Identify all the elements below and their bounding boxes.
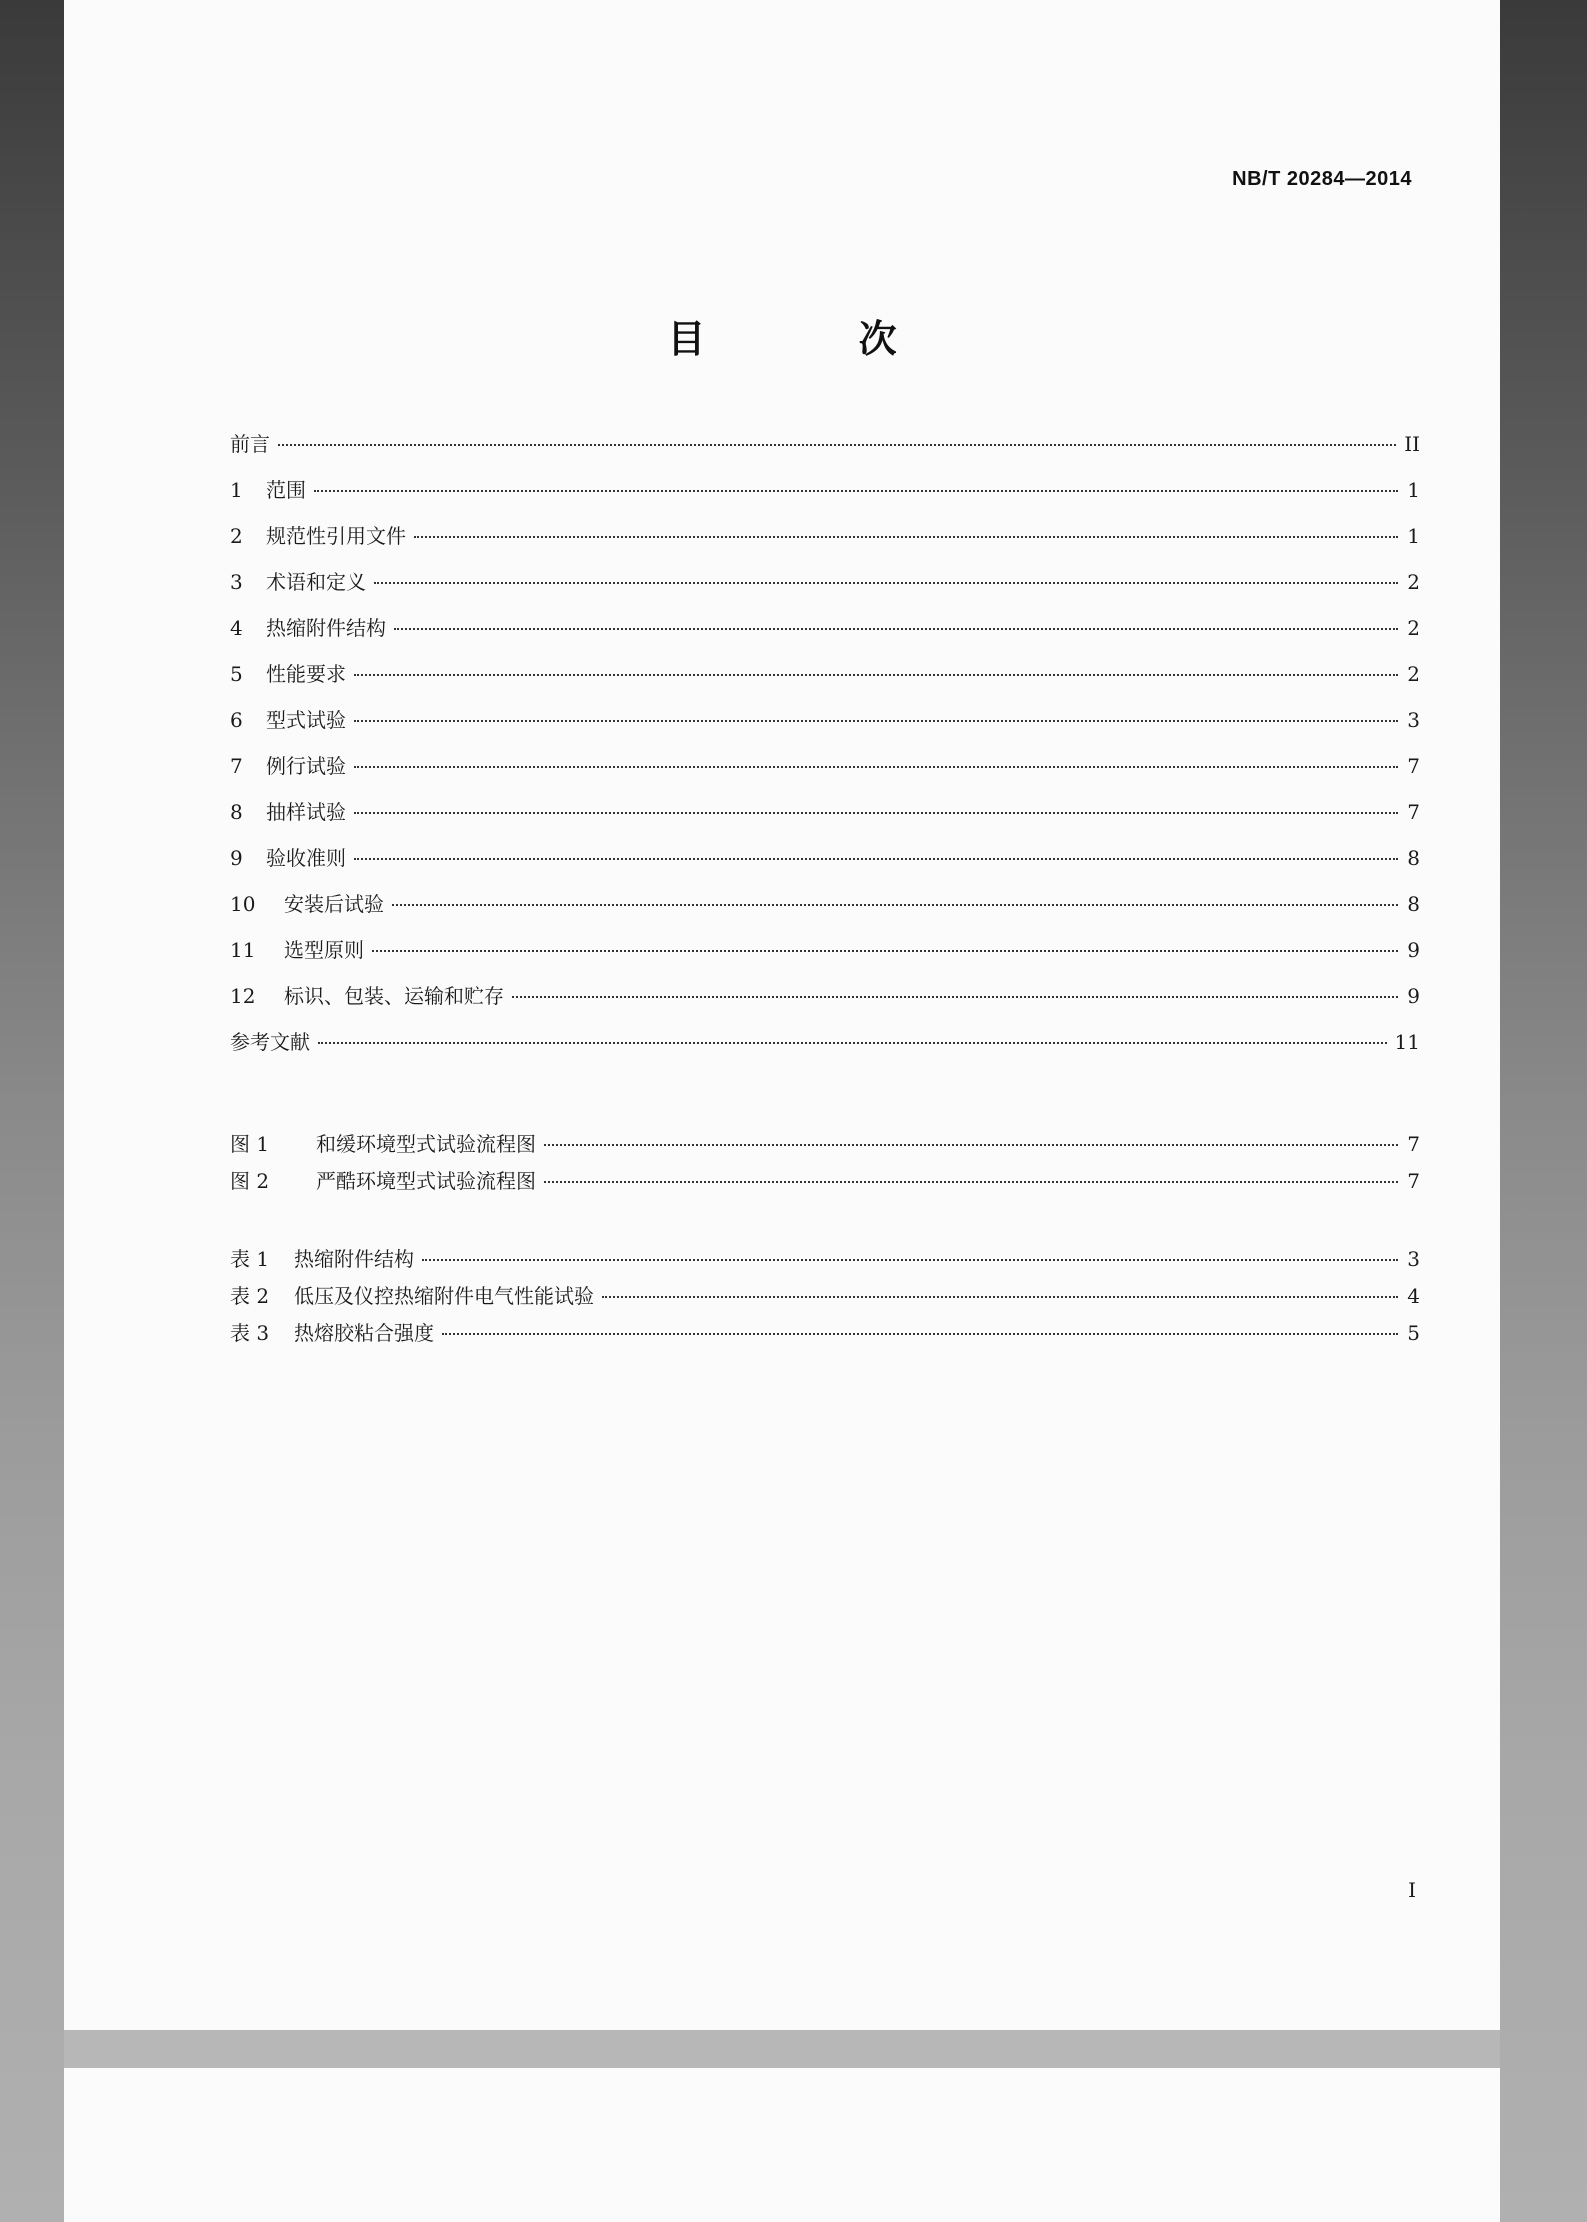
toc-entry-8[interactable]	[230, 796, 1420, 842]
toc-entry-9[interactable]	[230, 842, 1420, 888]
toc-figure-page: 7	[1407, 1132, 1420, 1156]
toc-leader-dots	[544, 1144, 1398, 1146]
toc-entry-number: 5	[230, 662, 243, 686]
page-number: I	[1408, 1878, 1416, 1902]
toc-leader-dots	[374, 582, 1398, 584]
toc-entry-label: 前言	[230, 432, 270, 456]
toc-entry-page: 8	[1407, 892, 1420, 916]
toc-leader-dots	[414, 536, 1398, 538]
toc-table-number: 表 1	[230, 1247, 270, 1271]
toc-table-label: 热熔胶粘合强度	[294, 1321, 434, 1345]
toc-entry-4[interactable]	[230, 612, 1420, 658]
toc-entry-3[interactable]	[230, 566, 1420, 612]
toc-table-number: 表 2	[230, 1284, 270, 1308]
toc-table-label: 热缩附件结构	[294, 1247, 414, 1271]
toc-entry-label: 术语和定义	[266, 570, 366, 594]
toc-entry-page: 2	[1407, 616, 1420, 640]
toc-entry-page: 9	[1407, 984, 1420, 1008]
toc-leader-dots	[422, 1259, 1398, 1261]
toc-entry-label: 验收准则	[266, 846, 346, 870]
toc-entry-page: 8	[1407, 846, 1420, 870]
toc-figure-number: 图 1	[230, 1132, 270, 1156]
toc-entry-page: II	[1404, 432, 1420, 456]
toc-leader-dots	[602, 1296, 1398, 1298]
toc-entry-number: 3	[230, 570, 243, 594]
toc-entry-number: 11	[230, 938, 256, 962]
toc-table-label: 低压及仪控热缩附件电气性能试验	[294, 1284, 594, 1308]
toc-figure-label: 和缓环境型式试验流程图	[316, 1132, 536, 1156]
toc-table-3[interactable]	[230, 1317, 1420, 1354]
standard-number: NB/T 20284—2014	[1232, 168, 1412, 190]
toc-entry-page: 2	[1407, 662, 1420, 686]
toc-figure-1[interactable]	[230, 1128, 1420, 1165]
toc-leader-dots	[544, 1181, 1398, 1183]
toc-figure-page: 7	[1407, 1169, 1420, 1193]
toc-entry-page: 2	[1407, 570, 1420, 594]
toc-entry-2[interactable]	[230, 520, 1420, 566]
toc-entry-label: 例行试验	[266, 754, 346, 778]
toc-entry-label: 标识、包装、运输和贮存	[284, 984, 504, 1008]
toc-table-2[interactable]	[230, 1280, 1420, 1317]
toc-leader-dots	[354, 674, 1398, 676]
toc-table-page: 4	[1407, 1284, 1420, 1308]
next-page-top	[64, 2068, 1500, 2222]
toc-entry-label: 热缩附件结构	[266, 616, 386, 640]
document-page	[64, 0, 1500, 2030]
toc-entry-number: 9	[230, 846, 243, 870]
toc-entry-number: 6	[230, 708, 243, 732]
toc-leader-dots	[354, 812, 1398, 814]
toc-entry-references[interactable]	[230, 1026, 1420, 1072]
toc-main-list	[230, 428, 1420, 1072]
toc-entry-number: 4	[230, 616, 243, 640]
toc-entry-number: 12	[230, 984, 256, 1008]
toc-figures-list	[230, 1128, 1420, 1202]
toc-entry-page: 3	[1407, 708, 1420, 732]
toc-leader-dots	[512, 996, 1398, 998]
toc-entry-10[interactable]	[230, 888, 1420, 934]
toc-entry-11[interactable]	[230, 934, 1420, 980]
toc-leader-dots	[278, 444, 1396, 446]
toc-leader-dots	[318, 1042, 1387, 1044]
page-title: 目 次	[667, 317, 967, 361]
toc-leader-dots	[354, 720, 1398, 722]
toc-leader-dots	[354, 766, 1398, 768]
page-separator	[64, 2030, 1500, 2068]
toc-entry-label: 范围	[266, 478, 306, 502]
toc-leader-dots	[314, 490, 1398, 492]
toc-entry-foreword[interactable]	[230, 428, 1420, 474]
toc-entry-page: 9	[1407, 938, 1420, 962]
toc-entry-page: 7	[1407, 754, 1420, 778]
toc-entry-5[interactable]	[230, 658, 1420, 704]
toc-entry-7[interactable]	[230, 750, 1420, 796]
toc-entry-label: 性能要求	[266, 662, 346, 686]
toc-leader-dots	[394, 628, 1398, 630]
toc-entry-label: 型式试验	[266, 708, 346, 732]
toc-entry-number: 8	[230, 800, 243, 824]
toc-table-1[interactable]	[230, 1243, 1420, 1280]
toc-table-number: 表 3	[230, 1321, 270, 1345]
toc-entry-page: 1	[1407, 478, 1420, 502]
left-margin-shadow	[0, 0, 64, 2222]
toc-entry-label: 规范性引用文件	[266, 524, 406, 548]
toc-entry-label: 安装后试验	[284, 892, 384, 916]
toc-figure-label: 严酷环境型式试验流程图	[316, 1169, 536, 1193]
toc-entry-page: 1	[1407, 524, 1420, 548]
toc-entry-12[interactable]	[230, 980, 1420, 1026]
toc-tables-list	[230, 1243, 1420, 1354]
toc-entry-label: 抽样试验	[266, 800, 346, 824]
toc-entry-page: 7	[1407, 800, 1420, 824]
toc-entry-number: 10	[230, 892, 256, 916]
toc-leader-dots	[442, 1333, 1398, 1335]
toc-leader-dots	[372, 950, 1398, 952]
toc-table-page: 5	[1407, 1321, 1420, 1345]
toc-entry-number: 7	[230, 754, 243, 778]
toc-leader-dots	[392, 904, 1398, 906]
toc-entry-6[interactable]	[230, 704, 1420, 750]
toc-entry-label: 选型原则	[284, 938, 364, 962]
toc-figure-number: 图 2	[230, 1169, 270, 1193]
toc-table-page: 3	[1407, 1247, 1420, 1271]
toc-leader-dots	[354, 858, 1398, 860]
toc-entry-1[interactable]	[230, 474, 1420, 520]
toc-entry-label: 参考文献	[230, 1030, 310, 1054]
toc-figure-2[interactable]	[230, 1165, 1420, 1202]
right-margin-shadow	[1500, 0, 1587, 2222]
toc-entry-number: 1	[230, 478, 243, 502]
toc-entry-page: 11	[1394, 1030, 1420, 1054]
toc-entry-number: 2	[230, 524, 243, 548]
